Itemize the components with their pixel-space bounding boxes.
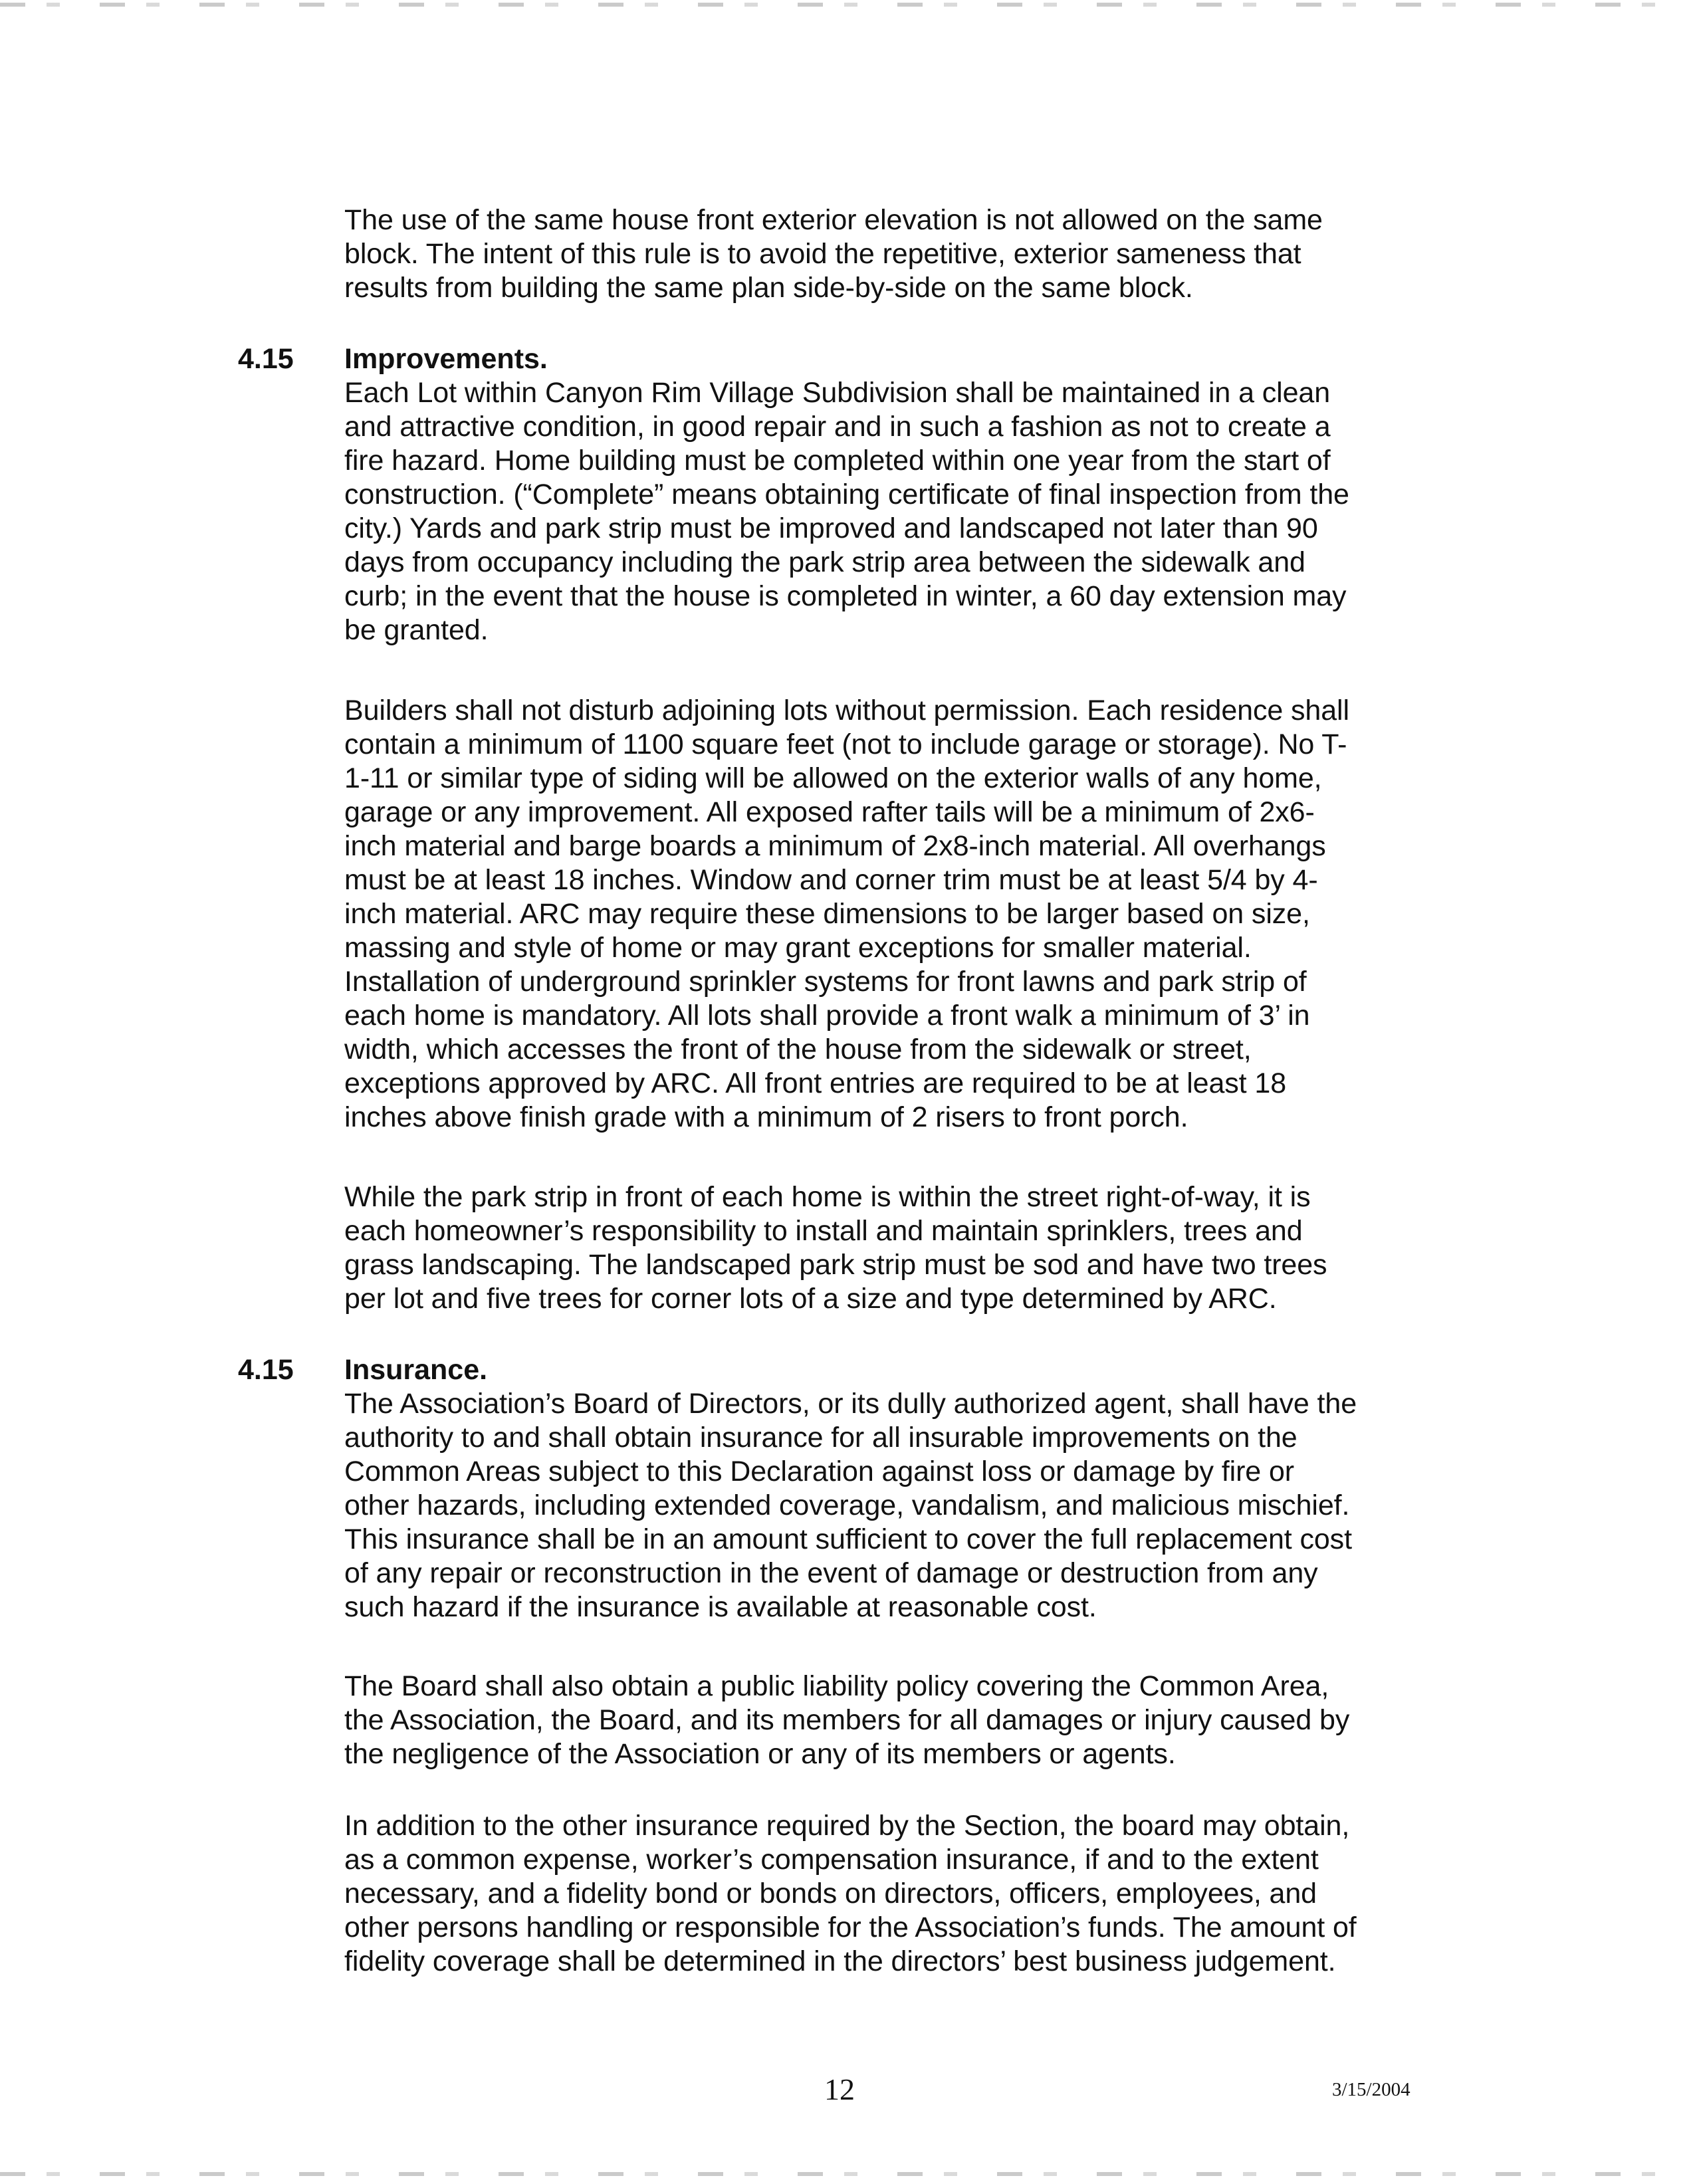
section-number-improvements: 4.15 — [238, 343, 294, 375]
section-number-insurance: 4.15 — [238, 1354, 294, 1386]
improvements-paragraph-2: Builders shall not disturb adjoining lots without permission. Each residence shall contain a minimum of 1100 square feet (not to include garage or storage). No T- 1-11 or similar type of siding will be allowed on the exterior walls of any home, garage or any improvement. All exposed rafter tails will be a minimum of 2x6- inch material and barge boards a minimum of 2x8-inch material. All overhangs must be at least 18 inches. Window and corner trim must be at least 5/4 by 4- inch material. ARC may require these dimensions to be larger based on size, massing and style of home or may grant exceptions for smaller material. Installation of underground sprinkler systems for front lawns and park strip of each home is mandatory. All lots shall provide a front walk a minimum of 3’ in width, which accesses the front of the house from the sidewalk or street, exceptions approved by ARC. All front entries are required to be at least 18 inches above finish grade with a minimum of 2 risers to front porch. — [344, 695, 1349, 1133]
scan-edge-bottom — [0, 2172, 1691, 2176]
section-title-improvements: Improvements. — [344, 343, 548, 375]
page-number: 12 — [824, 2072, 855, 2106]
scan-edge-top — [0, 3, 1691, 7]
section-title-insurance: Insurance. — [344, 1354, 488, 1386]
intro-paragraph: The use of the same house front exterior elevation is not allowed on the same block. The intent of this rule is to avoid the repetitive, exterior sameness that results from building the same plan side-by-side on the same block. — [344, 204, 1323, 304]
insurance-paragraph-3: In addition to the other insurance required by the Section, the board may obtain, as a common expense, worker’s compensation insurance, if and to the extent necessary, and a fidelity bond or bonds on directors, officers, employees, and other persons handling or responsible for the Association’s funds. The amount of fidelity coverage shall be determined in the directors’ best business judgement. — [344, 1810, 1357, 1977]
insurance-paragraph-2: The Board shall also obtain a public liability policy covering the Common Area, the Association, the Board, and its members for all damages or injury caused by the negligence of the Association or any of its members or agents. — [344, 1670, 1350, 1770]
improvements-paragraph-1: Each Lot within Canyon Rim Village Subdivision shall be maintained in a clean and attractive condition, in good repair and in such a fashion as not to create a fire hazard. Home building must be completed within one year from the start of construction. (“Complete” means obtaining certificate of final inspection from the city.) Yards and park strip must be improved and landscaped not later than 90 days from occupancy including the park strip area between the sidewalk and curb; in the event that the house is completed in winter, a 60 day extension may be granted. — [344, 377, 1349, 646]
document-date: 3/15/2004 — [1332, 2079, 1410, 2100]
insurance-paragraph-1: The Association’s Board of Directors, or its dully authorized agent, shall have the authority to and shall obtain insurance for all insurable improvements on the Common Areas subject to this Declaration against loss or damage by fire or other hazards, including extended coverage, vandalism, and malicious mischief. This insurance shall be in an amount sufficient to cover the full replacement cost of any repair or reconstruction in the event of damage or destruction from any such hazard if the insurance is available at reasonable cost. — [344, 1388, 1357, 1623]
improvements-paragraph-3: While the park strip in front of each home is within the street right-of-way, it is each homeowner’s responsibility to install and maintain sprinklers, trees and grass landscaping. The landscaped park strip must be sod and have two trees per lot and five trees for corner lots of a size and type determined by ARC. — [344, 1181, 1327, 1315]
